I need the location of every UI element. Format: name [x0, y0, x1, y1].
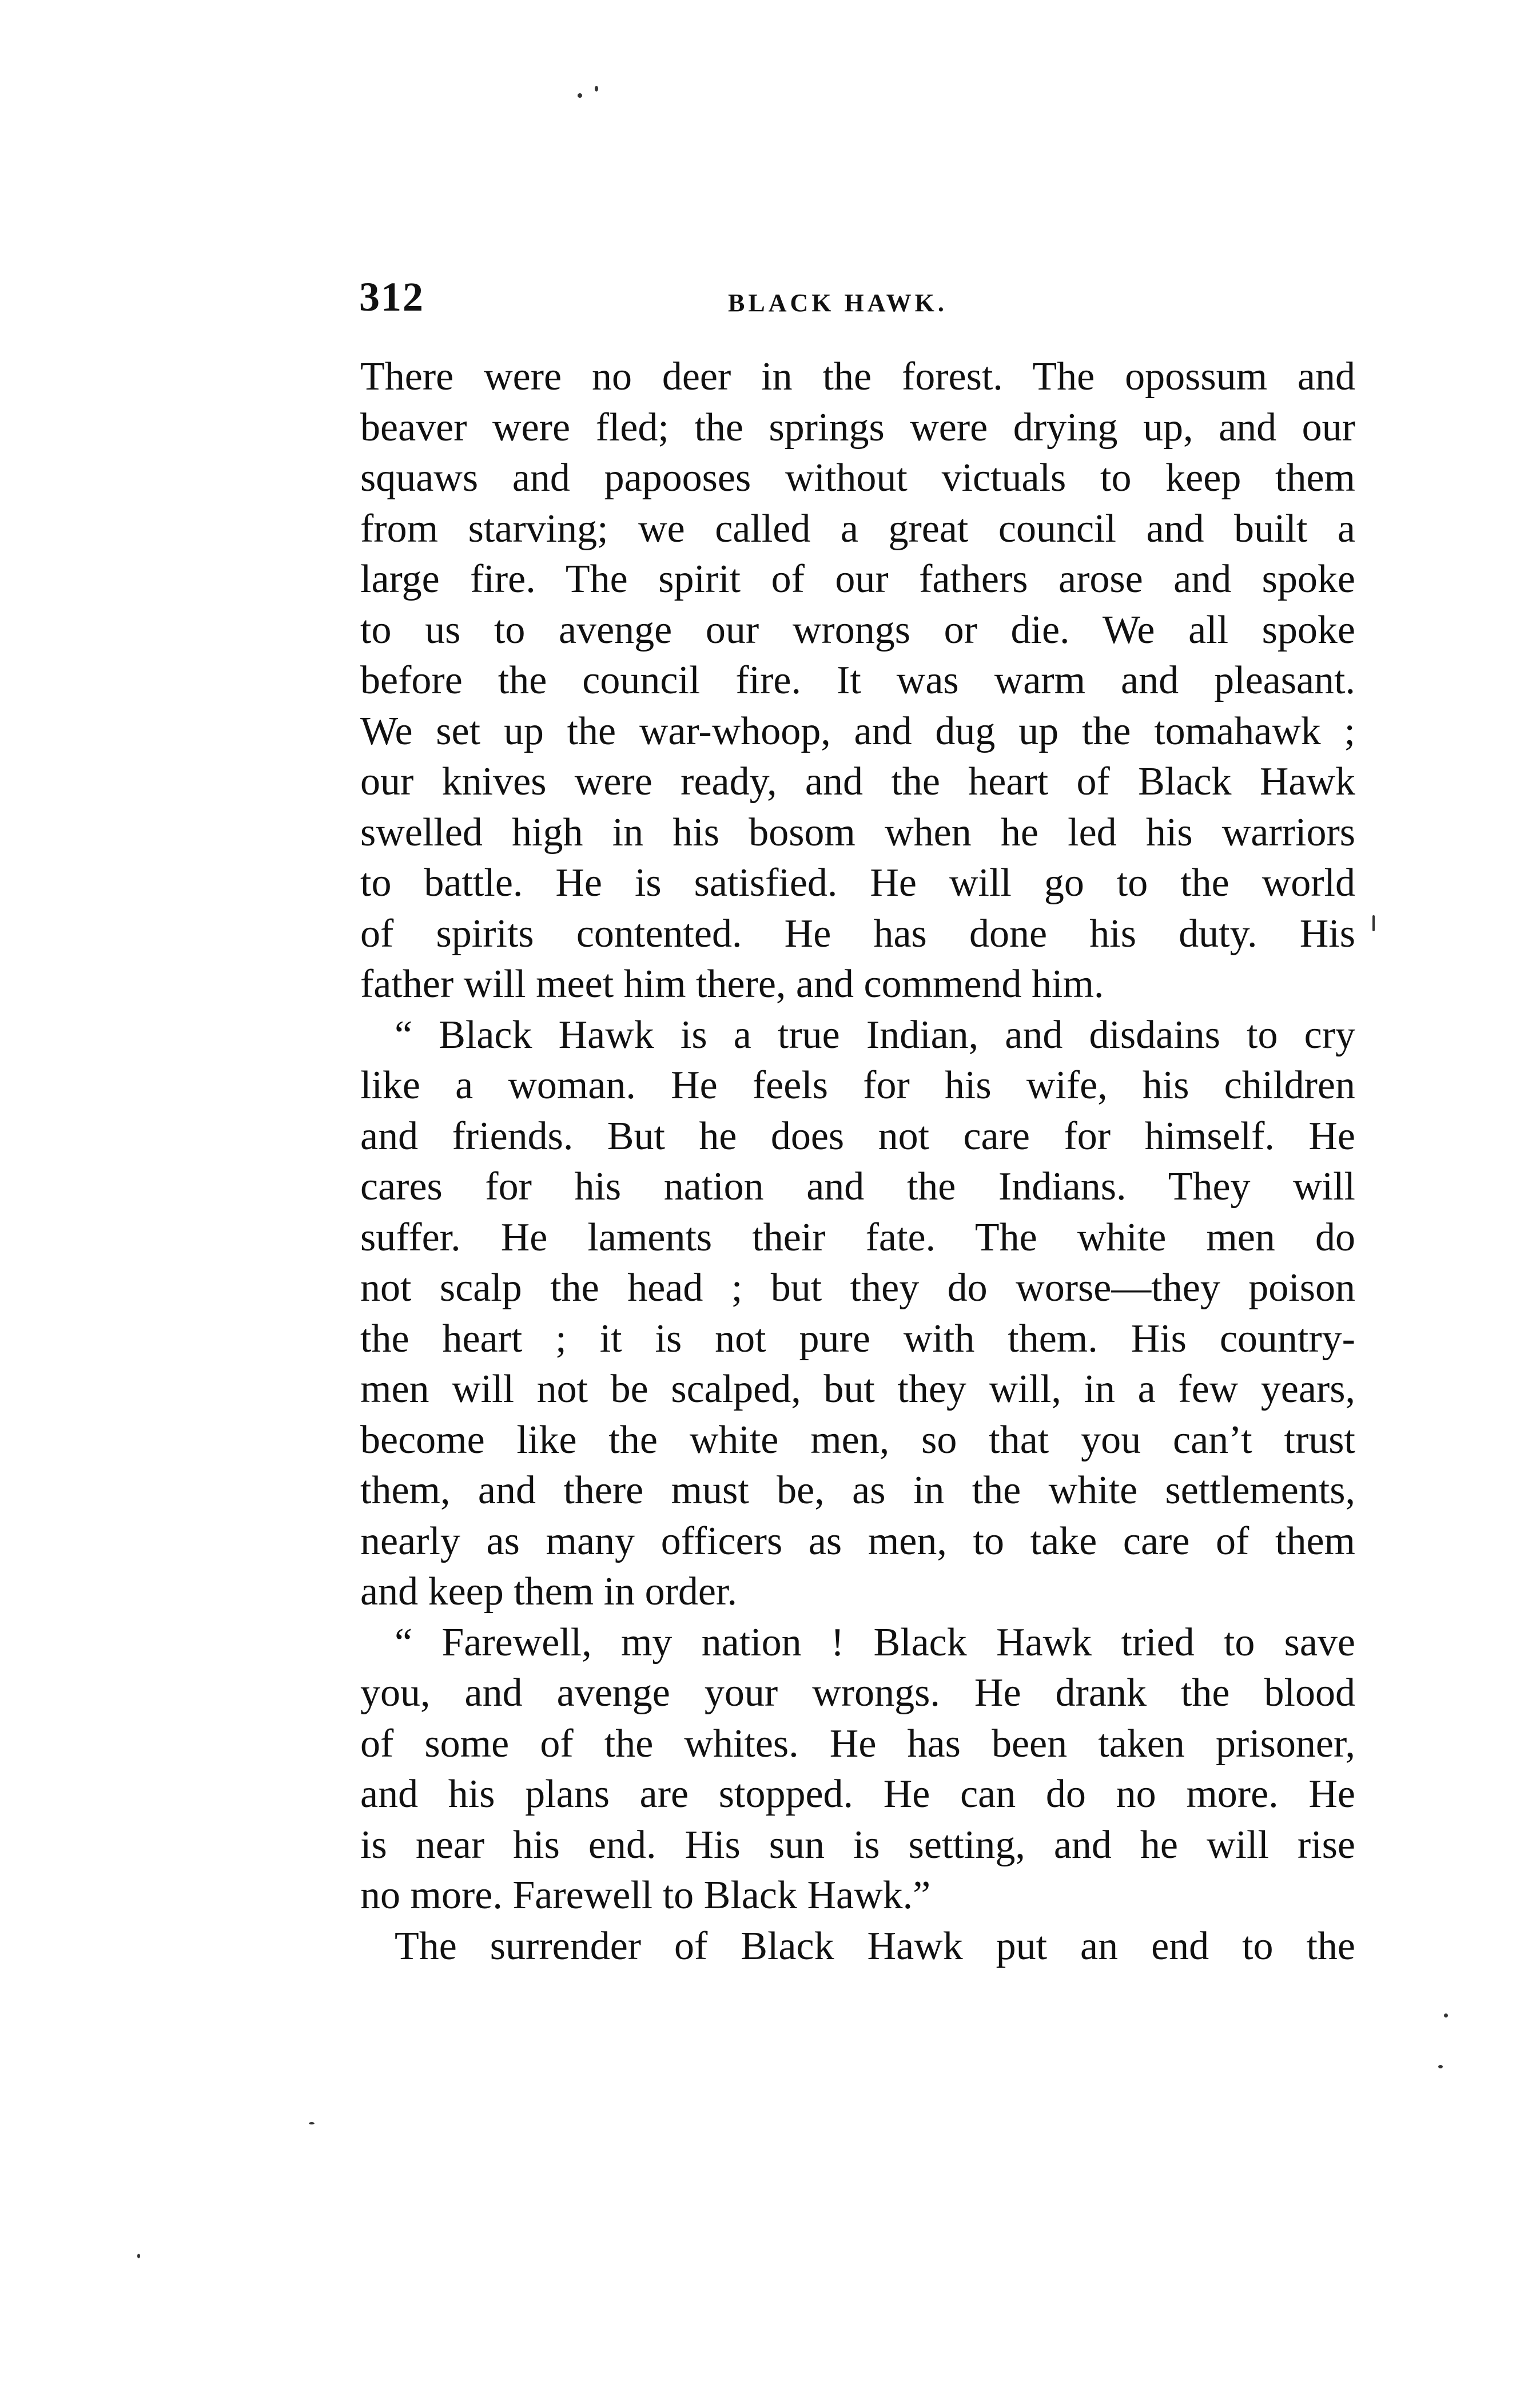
text-line: before the council fire. It was warm and pleasant. [360, 658, 1355, 702]
scan-speck [1444, 2013, 1448, 2017]
text-line: We set up the war-whoop, and dug up the tomahawk ; [360, 709, 1355, 753]
text-line: men will not be scalped, but they will, in a few years, [360, 1367, 1355, 1411]
text-line: and keep them in order. [360, 1570, 737, 1614]
scan-speck [578, 93, 582, 98]
text-line: There were no deer in the forest. The opossum and [360, 355, 1355, 399]
page-number: 312 [359, 274, 424, 320]
text-line: to us to avenge our wrongs or die. We all spoke [360, 607, 1355, 652]
text-line: beaver were fled; the springs were drying up, and our [360, 405, 1355, 450]
page-header [359, 273, 1354, 336]
text-line: cares for his nation and the Indians. They will [360, 1165, 1355, 1209]
text-line: nearly as many officers as men, to take care of them [360, 1519, 1355, 1563]
running-head: BLACK HAWK. [728, 289, 948, 317]
text-line: swelled high in his bosom when he led his warriors [360, 810, 1355, 855]
scan-speck [1438, 2065, 1443, 2068]
text-line: of some of the whites. He has been taken prisoner, [360, 1721, 1355, 1766]
text-line: “ Black Hawk is a true Indian, and disdains to cry [395, 1012, 1355, 1057]
text-line: and friends. But he does not care for himself. He [360, 1114, 1355, 1158]
text-line: to battle. He is satisfied. He will go to the world [360, 861, 1355, 905]
text-line: squaws and papooses without victuals to keep them [360, 456, 1355, 500]
scan-speck [1372, 915, 1375, 931]
text-line: our knives were ready, and the heart of Black Hawk [360, 760, 1355, 804]
text-line: suffer. He laments their fate. The white men do [360, 1215, 1355, 1260]
text-line: “ Farewell, my nation ! Black Hawk tried to save [395, 1620, 1355, 1665]
paragraph [360, 1921, 1355, 1972]
scan-speck [309, 2122, 315, 2124]
text-line: them, and there must be, as in the white settlements, [360, 1468, 1355, 1512]
paragraph [360, 1010, 1355, 1618]
text-line: large fire. The spirit of our fathers arose and spoke [360, 557, 1355, 601]
text-line: become like the white men, so that you can’t trust [360, 1417, 1355, 1462]
text-line: no more. Farewell to Black Hawk.” [360, 1873, 931, 1917]
text-line: and his plans are stopped. He can do no more. He [360, 1772, 1355, 1816]
text-line: of spirits contented. He has done his duty. His [360, 911, 1355, 956]
text-line: father will meet him there, and commend him. [360, 962, 1104, 1006]
body-text [360, 352, 1355, 1972]
text-line: from starving; we called a great council and built a [360, 506, 1355, 551]
paragraph [360, 1618, 1355, 1921]
text-line: you, and avenge your wrongs. He drank the blood [360, 1671, 1355, 1715]
scan-speck [137, 2254, 140, 2258]
paragraph [360, 352, 1355, 1010]
text-line: The surrender of Black Hawk put an end to the [395, 1924, 1355, 1968]
scan-speck [595, 86, 598, 92]
text-line: not scalp the head ; but they do worse—they poison [360, 1266, 1355, 1310]
text-line: the heart ; it is not pure with them. His country- [360, 1316, 1355, 1361]
text-line: is near his end. His sun is setting, and he will rise [360, 1822, 1355, 1867]
text-line: like a woman. He feels for his wife, his children [360, 1063, 1355, 1107]
